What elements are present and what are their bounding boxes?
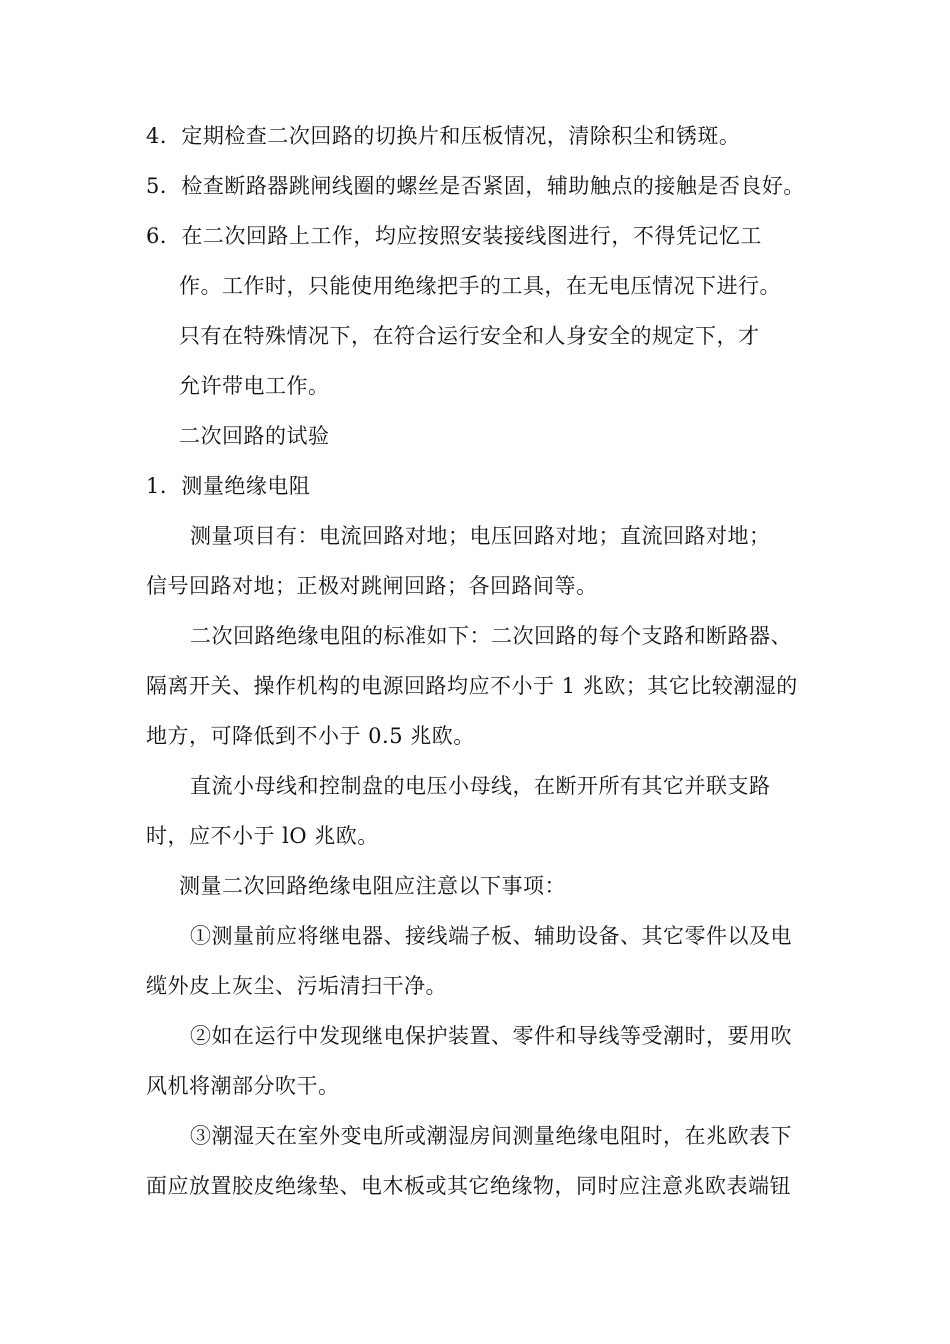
paragraph-line: 测量二次回路绝缘电阻应注意以下事项： bbox=[179, 874, 566, 898]
subsection-heading: 1．测量绝缘电阻 bbox=[146, 474, 311, 498]
paragraph-line: 作。工作时，只能使用绝缘把手的工具，在无电压情况下进行。 bbox=[179, 274, 781, 298]
paragraph-line: 地方，可降低到不小于 0.5 兆欧。 bbox=[146, 724, 475, 748]
paragraph-line: 时，应不小于 lO 兆欧。 bbox=[146, 824, 379, 848]
paragraph-line: 二次回路绝缘电阻的标准如下：二次回路的每个支路和断路器、 bbox=[190, 624, 792, 648]
list-item-5: 5．检查断路器跳闸线圈的螺丝是否紧固，辅助触点的接触是否良好。 bbox=[146, 174, 805, 198]
section-heading: 二次回路的试验 bbox=[179, 424, 330, 448]
paragraph-line: 缆外皮上灰尘、污垢清扫干净。 bbox=[146, 974, 447, 998]
paragraph-line: 隔离开关、操作机构的电源回路均应不小于 1 兆欧；其它比较潮湿的 bbox=[146, 674, 798, 698]
list-item-circled-2: ②如在运行中发现继电保护装置、零件和导线等受潮时，要用吹 bbox=[190, 1024, 792, 1048]
paragraph-line: 只有在特殊情况下，在符合运行安全和人身安全的规定下，才 bbox=[179, 324, 760, 348]
list-item-circled-3: ③潮湿天在室外变电所或潮湿房间测量绝缘电阻时，在兆欧表下 bbox=[190, 1124, 792, 1148]
paragraph-line: 风机将潮部分吹干。 bbox=[146, 1074, 340, 1098]
list-item-6: 6．在二次回路上工作，均应按照安装接线图进行，不得凭记忆工 bbox=[146, 224, 762, 248]
paragraph-line: 测量项目有：电流回路对地；电压回路对地；直流回路对地； bbox=[190, 524, 771, 548]
list-item-4: 4．定期检查二次回路的切换片和压板情况，清除积尘和锈斑。 bbox=[146, 124, 741, 148]
list-item-circled-1: ①测量前应将继电器、接线端子板、辅助设备、其它零件以及电 bbox=[190, 924, 792, 948]
paragraph-line: 面应放置胶皮绝缘垫、电木板或其它绝缘物，同时应注意兆欧表端钮 bbox=[146, 1174, 791, 1198]
paragraph-line: 信号回路对地；正极对跳闸回路；各回路间等。 bbox=[146, 574, 598, 598]
paragraph-line: 允许带电工作。 bbox=[179, 374, 330, 398]
paragraph-line: 直流小母线和控制盘的电压小母线，在断开所有其它并联支路 bbox=[190, 774, 771, 798]
